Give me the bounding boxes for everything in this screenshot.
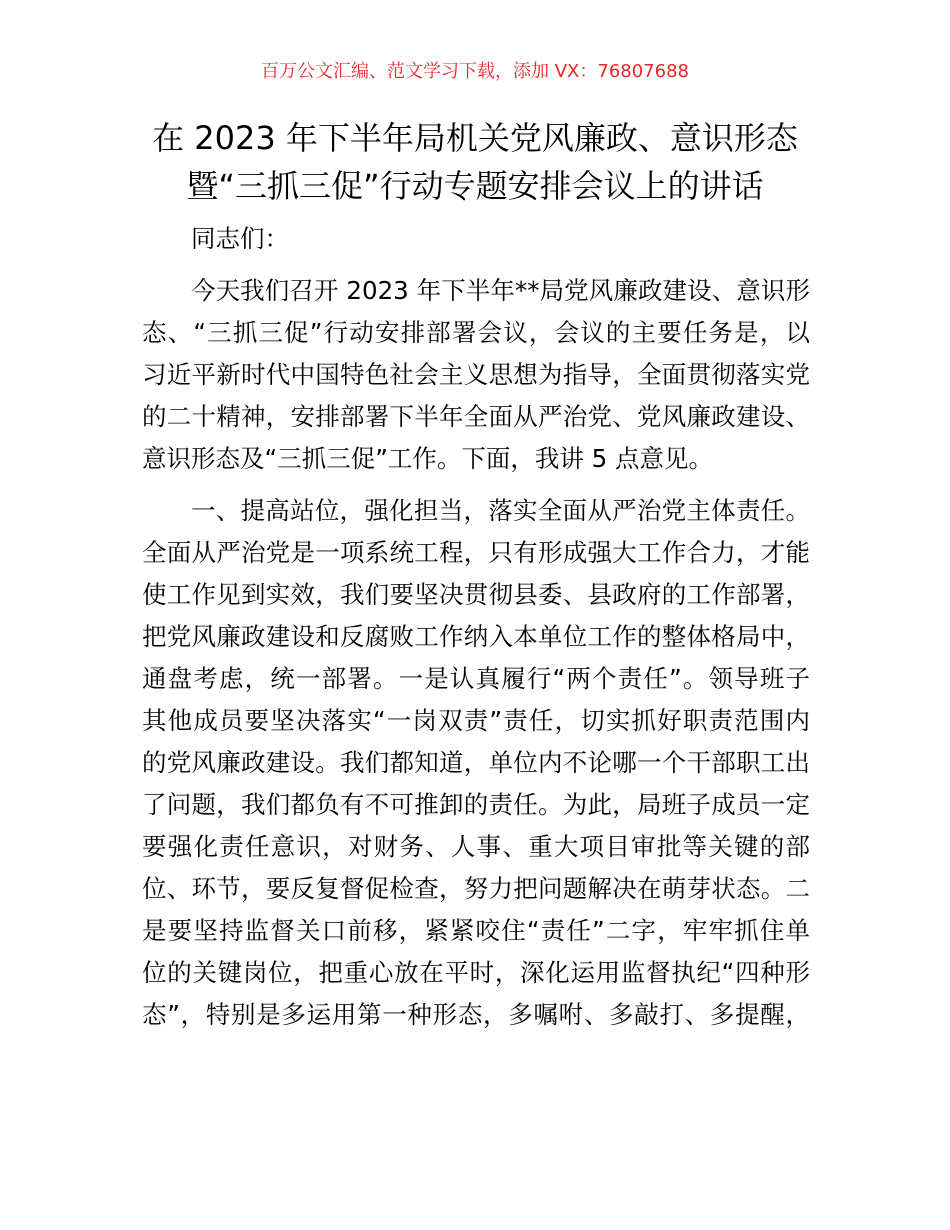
paragraph	[142, 270, 810, 480]
text-line: 态”，特别是多运用第一种形态，多嘱咐、多敲打、多提醒，	[142, 1000, 810, 1029]
text-line: 同志们：	[191, 224, 289, 253]
text-line: 把党风廉政建设和反腐败工作纳入本单位工作的整体格局中，	[142, 622, 810, 651]
watermark-banner: 百万公文汇编、范文学习下载，添加 VX：76807688	[261, 61, 689, 82]
text-line: 一、提高站位，强化担当，落实全面从严治党主体责任。	[191, 496, 810, 525]
text-line: 通盘考虑，统一部署。一是认真履行“两个责任”。领导班子	[142, 664, 810, 693]
text-line: 的二十精神，安排部署下半年全面从严治党、党风廉政建设、	[142, 402, 810, 431]
text-line: 是要坚持监督关口前移，紧紧咬住“责任”二字，牢牢抓住单	[142, 916, 810, 945]
text-line: 全面从严治党是一项系统工程，只有形成强大工作合力，才能	[142, 538, 810, 567]
document-body	[142, 218, 810, 1046]
paragraph	[142, 490, 810, 1036]
title-line: 暨“三抓三促”行动专题安排会议上的讲话	[186, 167, 764, 205]
text-line: 态、“三抓三促”行动安排部署会议，会议的主要任务是，以	[142, 318, 810, 347]
text-line: 要强化责任意识，对财务、人事、重大项目审批等关键的部	[142, 832, 810, 861]
text-line: 其他成员要坚决落实“一岗双责”责任，切实抓好职责范围内	[142, 706, 810, 735]
title-line: 在 2023 年下半年局机关党风廉政、意识形态	[152, 119, 798, 157]
document-title	[0, 114, 950, 210]
text-line: 位、环节，要反复督促检查，努力把问题解决在萌芽状态。二	[142, 874, 810, 903]
paragraph	[142, 218, 810, 260]
text-line: 的党风廉政建设。我们都知道，单位内不论哪一个干部职工出	[142, 748, 810, 777]
text-line: 使工作见到实效，我们要坚决贯彻县委、县政府的工作部署，	[142, 580, 810, 609]
text-line: 意识形态及“三抓三促”工作。下面，我讲 5 点意见。	[142, 444, 714, 473]
text-line: 了问题，我们都负有不可推卸的责任。为此，局班子成员一定	[142, 790, 810, 819]
text-line: 今天我们召开 2023 年下半年**局党风廉政建设、意识形	[191, 276, 810, 305]
text-line: 习近平新时代中国特色社会主义思想为指导，全面贯彻落实党	[142, 360, 810, 389]
text-line: 位的关键岗位，把重心放在平时，深化运用监督执纪“四种形	[142, 958, 810, 987]
